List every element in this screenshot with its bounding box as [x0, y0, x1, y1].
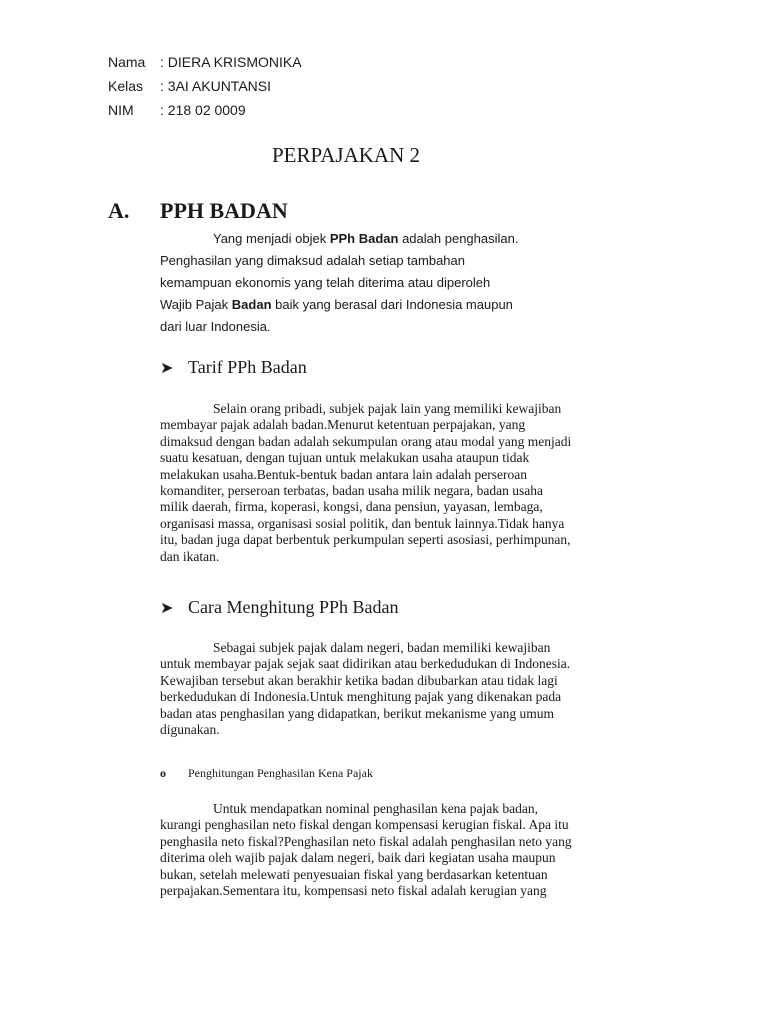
penghitungan-bullet: [160, 766, 373, 781]
intro-text: Yang menjadi objek: [213, 231, 330, 246]
paragraph-line: digunakan.: [160, 722, 220, 738]
intro-line: [160, 228, 580, 250]
paragraph-line: Kewajiban tersebut akan berakhir ketika badan dibubarkan atau tidak lagi: [160, 672, 558, 688]
paragraph-line: bukan, setelah melewati penyesuaian fiskal yang berdasarkan ketentuan: [160, 866, 548, 882]
section-a-intro: [160, 228, 580, 338]
intro-bold-text: Badan: [231, 297, 272, 312]
intro-text: baik yang berasal dari Indonesia maupun: [271, 297, 513, 312]
tarif-heading-text: Tarif PPh Badan: [188, 357, 307, 377]
intro-line: dari luar Indonesia.: [160, 319, 271, 334]
section-title: PPH BADAN: [160, 198, 288, 223]
penghitungan-paragraph: [160, 801, 670, 899]
paragraph-line: Selain orang pribadi, subjek pajak lain yang memiliki kewajiban: [213, 401, 562, 416]
paragraph-line: berkedudukan di Indonesia.Untuk menghitung pajak yang dikenakan pada: [160, 689, 562, 705]
paragraph-line: dan ikatan.: [160, 548, 220, 564]
paragraph-line: membayar pajak adalah badan.Menurut ketentuan perpajakan, yang: [160, 417, 526, 433]
student-info: [108, 50, 302, 122]
paragraph-line: kurangi penghasilan neto fiskal dengan kompensasi kerugian fiskal. Apa itu: [160, 817, 569, 833]
cara-heading: [160, 597, 398, 618]
nim-value: : 218 02 0009: [160, 102, 246, 118]
paragraph-line: Sebagai subjek pajak dalam negeri, badan memiliki kewajiban: [213, 640, 551, 655]
class-value: : 3AI AKUNTANSI: [160, 78, 271, 94]
arrow-bullet-icon: ➤: [160, 599, 174, 617]
tarif-paragraph: [160, 401, 670, 565]
intro-text: adalah penghasilan.: [398, 231, 519, 246]
document-title: PERPAJAKAN 2: [272, 143, 421, 167]
intro-line: Penghasilan yang dimaksud adalah setiap tambahan: [160, 253, 465, 268]
name-row: [108, 50, 302, 74]
paragraph-line: organisasi massa, organisasi sosial politik, dan bentuk lainnya.Tidak hanya: [160, 515, 565, 531]
intro-bold-text: PPh Badan: [329, 231, 399, 246]
class-label: Kelas: [108, 78, 144, 94]
nim-label: NIM: [108, 102, 134, 118]
paragraph-line: badan atas penghasilan yang didapatkan, berikut mekanisme yang umum: [160, 705, 555, 721]
section-a-heading: [108, 198, 288, 224]
paragraph-line: suatu kesatuan, dengan tujuan untuk melakukan usaha ataupun tidak: [160, 450, 530, 466]
cara-heading-text: Cara Menghitung PPh Badan: [188, 597, 399, 617]
paragraph-line: untuk membayar pajak sejak saat didirikan atau berkedudukan di Indonesia.: [160, 656, 571, 672]
paragraph-line: melakukan usaha.Bentuk-bentuk badan antara lain adalah perseroan: [160, 466, 527, 482]
paragraph-line: perpajakan.Sementara itu, kompensasi neto fiskal adalah kerugian yang: [160, 883, 547, 899]
name-label: Nama: [108, 54, 146, 70]
paragraph-line: Untuk mendapatkan nominal penghasilan kena pajak badan,: [213, 801, 539, 816]
paragraph-line: penghasila neto fiskal?Penghasilan neto fiskal adalah penghasilan neto yang: [160, 833, 572, 849]
section-number: A.: [108, 198, 130, 223]
nim-row: [108, 98, 302, 122]
paragraph-line: dimaksud dengan badan adalah sekumpulan orang atau modal yang menjadi: [160, 433, 572, 449]
name-value: : DIERA KRISMONIKA: [160, 54, 302, 70]
paragraph-line: diterima oleh wajib pajak dalam negeri, baik dari kegiatan usaha maupun: [160, 850, 556, 866]
paragraph-line: milik daerah, firma, koperasi, kongsi, dana pensiun, yayasan, lembaga,: [160, 499, 543, 515]
tarif-heading: [160, 357, 307, 378]
circle-bullet-icon: o: [160, 766, 166, 780]
paragraph-line: itu, badan juga dapat berbentuk perkumpulan seperti asosiasi, perhimpunan,: [160, 532, 571, 548]
penghitungan-label: Penghitungan Penghasilan Kena Pajak: [188, 766, 373, 780]
cara-paragraph: [160, 640, 670, 738]
intro-text: Wajib Pajak: [160, 297, 232, 312]
intro-line: [160, 294, 580, 316]
paragraph-line: komanditer, perseroan terbatas, badan usaha milik negara, badan usaha: [160, 483, 543, 499]
arrow-bullet-icon: ➤: [160, 359, 174, 377]
class-row: [108, 74, 302, 98]
intro-line: kemampuan ekonomis yang telah diterima atau diperoleh: [160, 275, 491, 290]
